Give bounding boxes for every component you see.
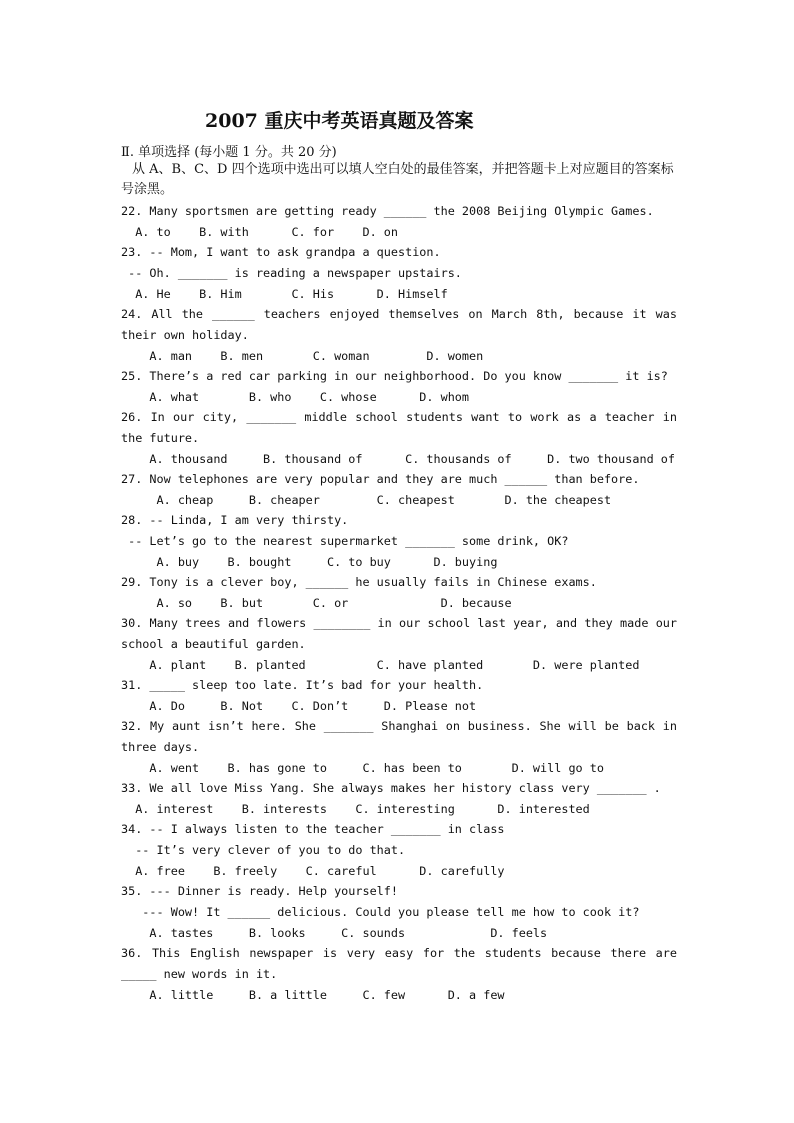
- document-title: 2007 重庆中考英语真题及答案: [205, 110, 474, 132]
- question-item: [121, 366, 677, 407]
- question-options: A. thousand B. thousand of C. thousands of D. two thousand of: [121, 452, 675, 466]
- question-options: A. buy B. bought C. to buy D. buying: [121, 555, 498, 569]
- question-item: [121, 881, 677, 943]
- question-text: 28. -- Linda, I am very thirsty.: [121, 513, 349, 527]
- question-item: [121, 201, 677, 242]
- question-options: A. tastes B. looks C. sounds D. feels: [121, 926, 548, 940]
- question-text: 34. -- I always listen to the teacher _______ in class: [121, 822, 505, 836]
- question-item: [121, 572, 677, 613]
- question-item: [121, 943, 677, 1005]
- question-options: A. what B. who C. whose D. whom: [121, 390, 470, 404]
- question-text: 26. In our city, _______ middle school students want to work as a teacher in the future.: [121, 410, 677, 445]
- question-text: 23. -- Mom, I want to ask grandpa a question.: [121, 245, 441, 259]
- question-list: [121, 201, 677, 1005]
- question-text: 25. There’s a red car parking in our neighborhood. Do you know _______ it is?: [121, 369, 668, 383]
- question-item: [121, 819, 677, 881]
- question-item: [121, 407, 677, 469]
- question-options: A. He B. Him C. His D. Himself: [121, 287, 448, 301]
- question-text: 27. Now telephones are very popular and they are much ______ than before.: [121, 472, 640, 486]
- question-options: A. interest B. interests C. interesting D. interested: [121, 802, 590, 816]
- question-options: A. little B. a little C. few D. a few: [121, 988, 505, 1002]
- question-options: A. man B. men C. woman D. women: [121, 349, 484, 363]
- question-text: 30. Many trees and flowers ________ in our school last year, and they made our school a beautiful garden.: [121, 616, 677, 651]
- question-text: 31. _____ sleep too late. It’s bad for your health.: [121, 678, 484, 692]
- question-item: [121, 778, 677, 819]
- question-options: A. to B. with C. for D. on: [121, 225, 398, 239]
- question-text: 35. --- Dinner is ready. Help yourself!: [121, 884, 398, 898]
- question-dialogue-line: -- It’s very clever of you to do that.: [121, 843, 406, 857]
- question-item: [121, 716, 677, 778]
- question-text: 22. Many sportsmen are getting ready ______ the 2008 Beijing Olympic Games.: [121, 204, 654, 218]
- question-options: A. cheap B. cheaper C. cheapest D. the cheapest: [121, 493, 612, 507]
- question-options: A. Do B. Not C. Don’t D. Please not: [121, 699, 477, 713]
- question-item: [121, 675, 677, 716]
- section-instruction: 从 A、B、C、D 四个选项中选出可以填人空白处的最佳答案，并把答题卡上对应题目的答案标号涂黑。: [121, 162, 674, 197]
- question-options: A. free B. freely C. careful D. carefully: [121, 864, 505, 878]
- question-options: A. so B. but C. or D. because: [121, 596, 512, 610]
- question-text: 29. Tony is a clever boy, ______ he usually fails in Chinese exams.: [121, 575, 597, 589]
- question-text: 33. We all love Miss Yang. She always makes her history class very _______ .: [121, 781, 661, 795]
- question-dialogue-line: -- Let’s go to the nearest supermarket _______ some drink, OK?: [121, 534, 569, 548]
- question-options: A. plant B. planted C. have planted D. were planted: [121, 658, 640, 672]
- question-dialogue-line: --- Wow! It ______ delicious. Could you please tell me how to cook it?: [121, 905, 640, 919]
- section-heading: Ⅱ. 单项选择 (每小题 1 分。共 20 分): [121, 145, 337, 160]
- question-item: [121, 304, 677, 366]
- question-text: 24. All the ______ teachers enjoyed themselves on March 8th, because it was their own holiday.: [121, 307, 677, 342]
- question-item: [121, 469, 677, 510]
- question-text: 32. My aunt isn’t here. She _______ Shanghai on business. She will be back in three days.: [121, 719, 677, 754]
- question-text: 36. This English newspaper is very easy for the students because there are _____ new words in it.: [121, 946, 677, 981]
- question-item: [121, 613, 677, 675]
- question-item: [121, 242, 677, 304]
- question-item: [121, 510, 677, 572]
- question-dialogue-line: -- Oh. _______ is reading a newspaper upstairs.: [121, 266, 462, 280]
- question-options: A. went B. has gone to C. has been to D. will go to: [121, 761, 604, 775]
